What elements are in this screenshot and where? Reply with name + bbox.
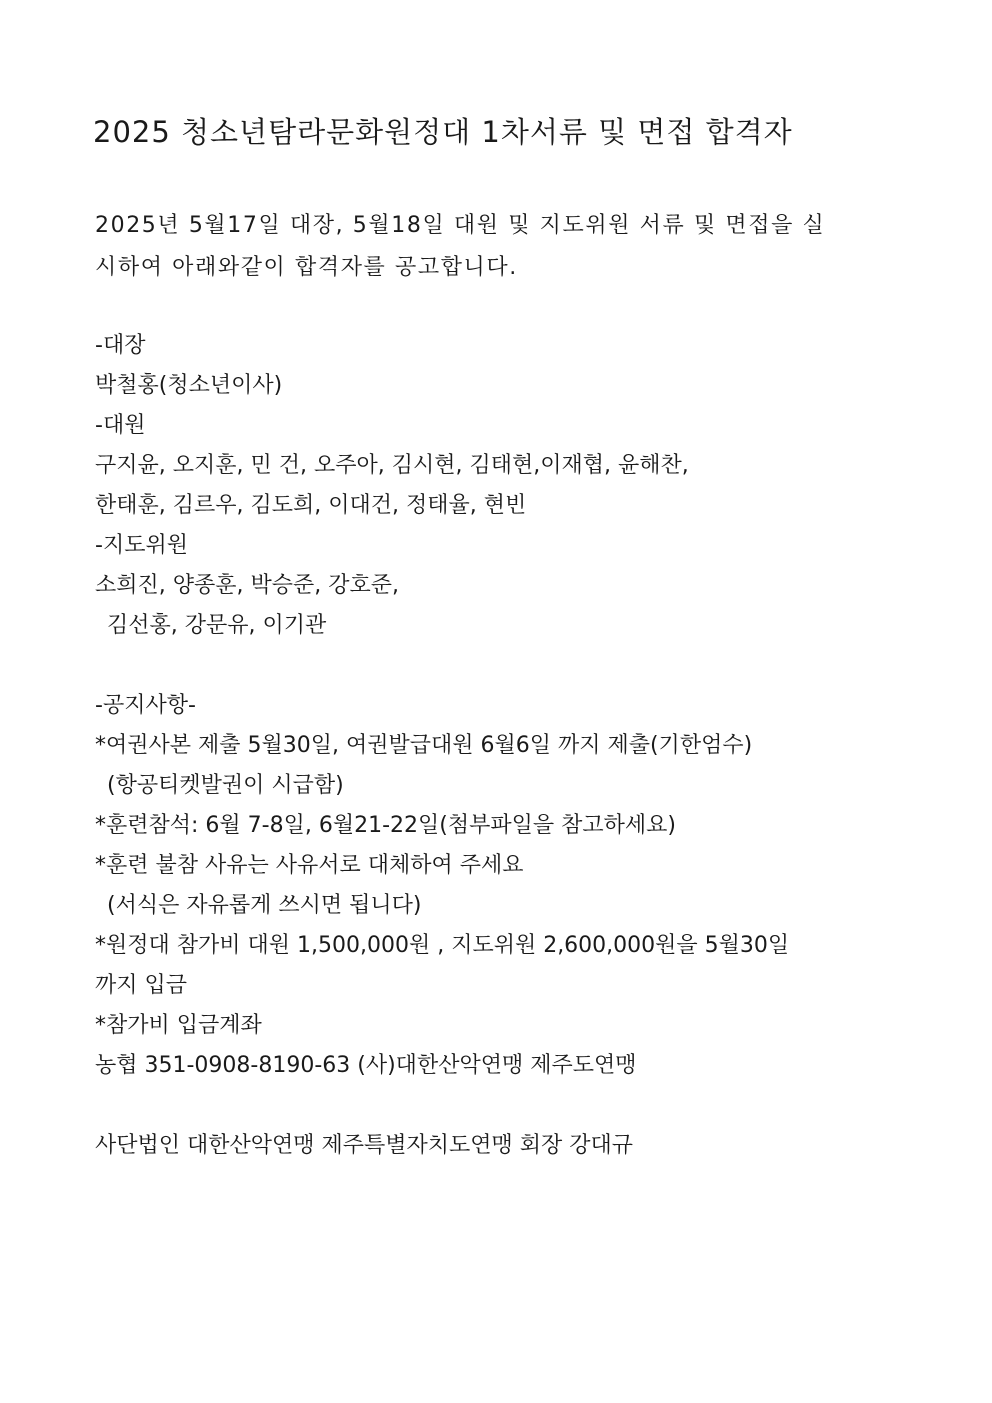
advisors-heading: -지도위원 <box>95 533 188 558</box>
notice-fee-line-1: *원정대 참가비 대원 1,500,000원 , 지도위원 2,600,000원을 5월30일 <box>95 933 790 958</box>
leader-names: 박철홍(청소년이사) <box>95 373 283 398</box>
document-title: 2025 청소년탐라문화원정대 1차서류 및 면접 합격자 <box>93 115 793 149</box>
notice-absence: *훈련 불참 사유는 사유서로 대체하여 주세요 <box>95 853 524 878</box>
members-names-line-1: 구지윤, 오지훈, 민 건, 오주아, 김시현, 김태현,이재협, 윤해찬, <box>95 453 689 478</box>
leader-heading: -대장 <box>95 333 146 358</box>
advisors-names-line-1: 소희진, 양종훈, 박승준, 강호준, <box>95 573 399 598</box>
notice-heading: -공지사항- <box>95 693 196 718</box>
notice-absence-note: (서식은 자유롭게 쓰시면 됩니다) <box>107 893 422 918</box>
notice-passport: *여권사본 제출 5월30일, 여권발급대원 6월6일 까지 제출(기한엄수) <box>95 733 753 758</box>
notice-passport-note: (항공티켓발권이 시급함) <box>107 773 344 798</box>
members-names-line-2: 한태훈, 김르우, 김도희, 이대건, 정태율, 현빈 <box>95 493 527 518</box>
notice-fee-line-2: 까지 입금 <box>95 973 188 998</box>
intro-line-2: 시하여 아래와같이 합격자를 공고합니다. <box>95 255 518 280</box>
members-heading: -대원 <box>95 413 146 438</box>
notice-training: *훈련참석: 6월 7-8일, 6월21-22일(첨부파일을 참고하세요) <box>95 813 676 838</box>
signature: 사단법인 대한산악연맹 제주특별자치도연맹 회장 강대규 <box>95 1133 634 1158</box>
notice-account-heading: *참가비 입금계좌 <box>95 1013 262 1038</box>
intro-line-1: 2025년 5월17일 대장, 5월18일 대원 및 지도위원 서류 및 면접을 실 <box>95 213 826 238</box>
advisors-names-line-2: 김선홍, 강문유, 이기관 <box>107 613 327 638</box>
notice-account: 농협 351-0908-8190-63 (사)대한산악연맹 제주도연맹 <box>95 1053 637 1078</box>
